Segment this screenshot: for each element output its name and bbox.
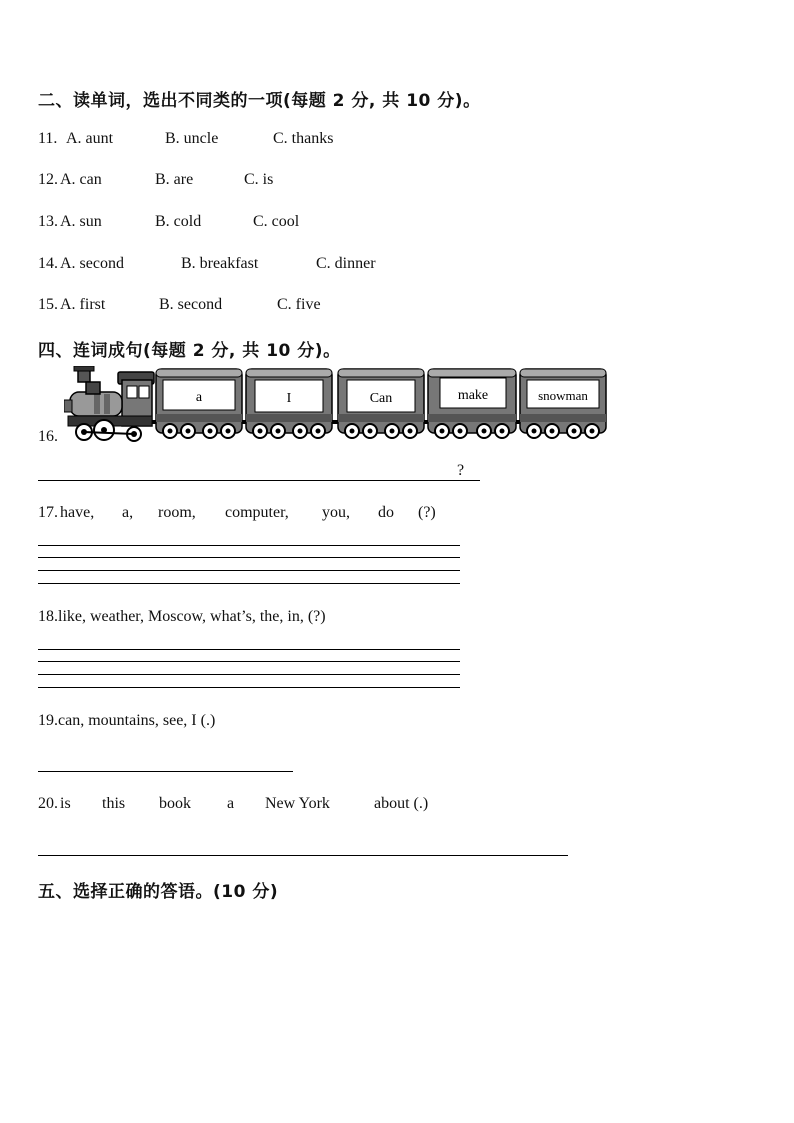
option-c: C. cool xyxy=(253,213,300,230)
writing-line[interactable] xyxy=(38,583,460,584)
question-number: 20. xyxy=(38,795,58,812)
writing-line[interactable] xyxy=(38,674,460,675)
section5-heading: 五、选择正确的答语。(10 分) xyxy=(38,882,279,902)
word: New York xyxy=(265,795,330,812)
train-word-1: a xyxy=(195,390,203,405)
question-number: 17. xyxy=(38,504,58,521)
option-a: A. first xyxy=(60,296,106,313)
question-number: 13. xyxy=(38,213,58,230)
option-b: B. cold xyxy=(155,213,202,230)
question-16-end-mark: ? xyxy=(457,462,465,479)
writing-line[interactable] xyxy=(38,557,460,558)
question-19: 19.can, mountains, see, I (.) xyxy=(38,712,216,729)
word: room, xyxy=(158,504,196,521)
train-illustration xyxy=(64,366,609,446)
train-word-4: make xyxy=(457,388,489,403)
writing-line[interactable] xyxy=(38,545,460,546)
option-a: A. can xyxy=(60,171,102,188)
writing-line[interactable] xyxy=(38,687,460,688)
word: (?) xyxy=(418,504,436,521)
answer-line-20[interactable] xyxy=(38,855,568,856)
locomotive-icon xyxy=(64,366,154,441)
option-c: C. is xyxy=(244,171,274,188)
writing-line[interactable] xyxy=(38,649,460,650)
word: have, xyxy=(60,504,95,521)
option-c: C. thanks xyxy=(273,130,334,147)
word: computer, xyxy=(225,504,289,521)
word: you, xyxy=(322,504,350,521)
writing-line[interactable] xyxy=(38,570,460,571)
train-word-3: Can xyxy=(369,391,393,406)
question-number: 12. xyxy=(38,171,58,188)
question-number: 11. xyxy=(38,130,58,147)
word: this xyxy=(102,795,126,812)
option-a: A. sun xyxy=(60,213,102,230)
train-car-3 xyxy=(338,369,424,438)
writing-line[interactable] xyxy=(38,661,460,662)
train-car-1 xyxy=(156,369,242,438)
option-a: A. aunt xyxy=(66,130,114,147)
option-c: C. five xyxy=(277,296,321,313)
train-word-2: I xyxy=(286,391,292,406)
train-car-2 xyxy=(246,369,332,438)
section2-heading: 二、读单词，选出不同类的一项(每题 2 分, 共 10 分)。 xyxy=(38,91,481,111)
option-c: C. dinner xyxy=(316,255,376,272)
answer-line-19[interactable] xyxy=(38,771,293,772)
section4-heading: 四、连词成句(每题 2 分, 共 10 分)。 xyxy=(38,341,341,361)
train-word-5: snowman xyxy=(538,388,588,403)
option-b: B. breakfast xyxy=(181,255,259,272)
word: a, xyxy=(122,504,134,521)
word: a xyxy=(227,795,235,812)
option-b: B. are xyxy=(155,171,194,188)
word: about (.) xyxy=(374,795,429,812)
option-b: B. uncle xyxy=(165,130,219,147)
question-number: 14. xyxy=(38,255,58,272)
word: do xyxy=(378,504,394,521)
question-number: 15. xyxy=(38,296,58,313)
question-16-number: 16. xyxy=(38,428,58,445)
question-18: 18.like, weather, Moscow, what’s, the, in, (?) xyxy=(38,608,326,625)
word: is xyxy=(60,795,71,812)
option-a: A. second xyxy=(60,255,124,272)
train-car-5 xyxy=(520,369,606,438)
train-car-4 xyxy=(428,369,516,438)
option-b: B. second xyxy=(159,296,223,313)
word: book xyxy=(159,795,191,812)
answer-line-16[interactable] xyxy=(38,480,480,481)
